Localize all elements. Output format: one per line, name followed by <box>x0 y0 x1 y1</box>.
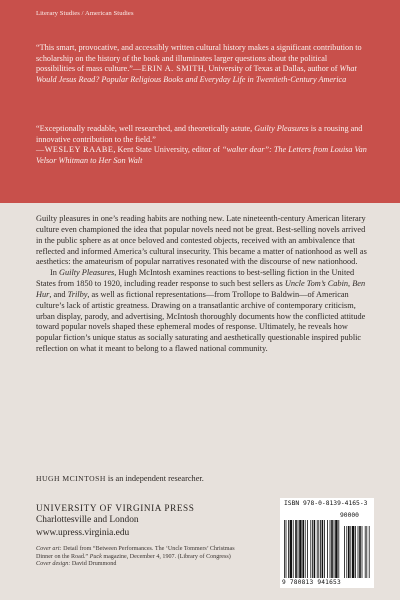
addon-bar <box>352 526 354 578</box>
blurb-2-name: —WESLEY RAABE <box>36 145 114 155</box>
author-bio-text: is an independent researcher. <box>105 474 204 483</box>
isbn-label: ISBN 978-0-8139-4165-3 <box>284 500 368 507</box>
category-label: Literary Studies / American Studies <box>36 10 134 17</box>
barcode-bar <box>302 520 304 578</box>
addon-bar <box>358 526 359 578</box>
barcode-bar <box>335 520 337 578</box>
p2-title: Guilty Pleasures <box>59 268 115 278</box>
cover-art-text: Detail from “Between Performances. The ‘Uncle Tommers’ Christmas Dinner on the Road.” <box>36 546 235 560</box>
barcode-bar <box>305 520 306 578</box>
blurb-2-work: “walter dear”: The Letters from Louisa Van Velsor Whitman to Her Son Walt <box>36 145 367 165</box>
cover-art-text-2: magazine, December 4, 1907. (Library of Congress) <box>101 553 231 560</box>
blurb-quote-2 <box>36 124 368 166</box>
barcode-bar <box>317 520 318 578</box>
p2-c: , <box>348 279 353 289</box>
addon-bar <box>369 526 370 578</box>
blurb-2-affiliation: , Kent State University, editor of <box>113 145 223 155</box>
blurb-2-text-title: Guilty Pleasures <box>254 124 309 133</box>
barcode-bar <box>334 520 335 578</box>
barcode-bar <box>320 520 321 578</box>
p2-title-2: Ben Hur <box>36 279 366 299</box>
addon-bar <box>355 526 356 578</box>
book-description <box>36 214 368 355</box>
barcode-bar <box>312 520 313 578</box>
blurb-1-work: What Would Jesus Read? Popular Religious Books and Everyday Life in Twentieth-Century America <box>36 64 357 84</box>
barcode-bar <box>307 520 308 578</box>
barcode-panel <box>280 498 374 588</box>
barcode-bar <box>288 520 289 578</box>
p2-b: , Hugh McIntosh examines reactions to best-selling fiction in the United States from 1850 to 1920, including reader response to such best sellers as <box>36 268 355 289</box>
barcode-bar <box>331 520 333 578</box>
blurb-1-name: —ERIN A. SMITH <box>132 64 205 74</box>
addon-bar <box>362 526 363 578</box>
barcode-image <box>284 520 370 578</box>
barcode-bar <box>299 520 301 578</box>
barcode-bar <box>324 520 325 578</box>
barcode-bar <box>295 520 297 578</box>
blurb-1-text: “This smart, provocative, and accessibly written cultural history makes a significant contribution to scholarship on the history of the book and illuminates larger questions about the political possibilities of mass culture.” <box>36 43 362 74</box>
barcode-digits: 9 780813 941653 <box>282 579 341 586</box>
price-code: 90000 <box>340 512 359 519</box>
p2-d: , and <box>49 289 68 299</box>
barcode-bar <box>322 520 324 578</box>
p2-title-1: Uncle Tom’s Cabin <box>284 279 349 289</box>
addon-bar <box>350 526 351 578</box>
cover-credits <box>36 546 246 569</box>
cover-design-label: Cover design: <box>36 561 71 568</box>
p2-title-3: Trilby <box>67 289 88 299</box>
blurb-2-text-pre: “Exceptionally readable, well researched, and theoretically astute, <box>36 124 255 133</box>
blurb-1-affiliation: , University of Texas at Dallas, author of <box>204 64 340 74</box>
cover-art-label: Cover art: <box>36 546 62 552</box>
addon-bar <box>348 526 350 578</box>
barcode-bar <box>293 520 294 578</box>
addon-bar <box>346 526 347 578</box>
blurb-quote-1 <box>36 43 368 85</box>
p2-e: , as well as fictional representations—from Trollope to Baldwin—of American culture’s lack of artistic greatness. Drawing on a transatlantic archive of contemporary criticism, urban display, parody, and advertising, McIntosh thoroughly documents how the conflicted attitude toward popular novels shaped these ephemeral modes of response. Ultimately, he reveals how popular fiction’s unique status as socially saturating and aesthetically questionable inspired public reflection on what it meant to belong to a flawed national community. <box>36 289 366 354</box>
author-bio <box>36 474 368 483</box>
blurb-2-text-post: is a rousing and innovative contribution to the field.” <box>36 124 363 144</box>
publisher-block <box>36 502 286 539</box>
p2-a: In <box>50 268 59 278</box>
addon-bar <box>365 526 366 578</box>
description-paragraph-1: Guilty pleasures in one’s reading habits are nothing new. Late nineteenth-century American literary culture even championed the idea that popular novels need not be great. Best-selling novels arrived in the public sphere as at once beloved and contested objects, received with an ambivalence that reflected and informed America’s cultural insecurity. This became a matter of nationhood as well as aesthetics: the amateurism of popular narratives resonated with the discourse of new nationhood. <box>36 214 367 267</box>
blurb-banner <box>0 0 400 203</box>
barcode-bar <box>298 520 299 578</box>
barcode-bar <box>330 520 331 578</box>
barcode-bar <box>286 520 287 578</box>
barcode-bar <box>314 520 316 578</box>
author-name: HUGH MCINTOSH <box>36 474 106 483</box>
addon-bar <box>366 526 367 578</box>
description-paragraph-2 <box>36 268 368 355</box>
publisher-location: Charlottesville and London <box>36 515 139 526</box>
addon-bar <box>359 526 361 578</box>
publisher-name: UNIVERSITY OF VIRGINIA PRESS <box>36 503 195 513</box>
barcode-bar <box>310 520 311 578</box>
barcode-bar <box>338 520 339 578</box>
cover-art-magazine: Puck <box>89 553 102 560</box>
addon-bar <box>344 526 345 578</box>
barcode-bar <box>327 520 328 578</box>
cover-design-text: David Drummond <box>70 561 117 568</box>
publisher-url: www.upress.virginia.edu <box>36 527 130 538</box>
barcode-bar <box>318 520 319 578</box>
barcode-bar <box>290 520 292 578</box>
barcode-bar <box>284 520 285 578</box>
